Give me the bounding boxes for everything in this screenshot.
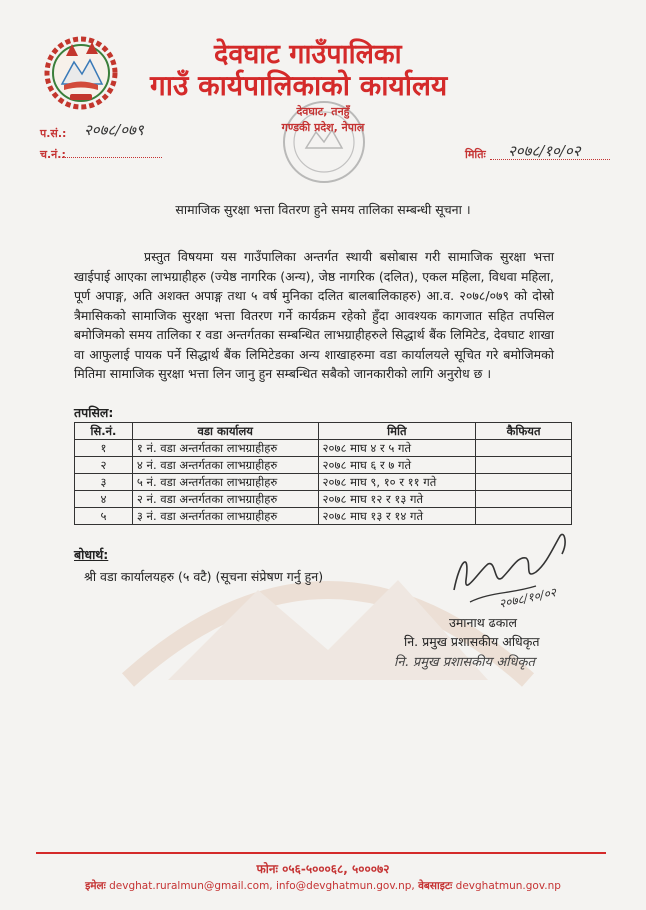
row-serial: ३ <box>75 474 133 491</box>
row-remarks <box>476 457 572 474</box>
row-remarks <box>476 491 572 508</box>
row-serial: १ <box>75 440 133 457</box>
notice-subject: सामाजिक सुरक्षा भत्ता वितरण हुने समय तालिका सम्बन्धी सूचना । <box>175 202 471 217</box>
svg-text:२०७८/१०/०२: २०७८/१०/०२ <box>497 585 558 611</box>
email-value: devghat.ruralmun@gmail.com, info@devghatmun.gov.np, <box>109 880 415 892</box>
signer-title: नि. प्रमुख प्रशासकीय अधिकृत <box>404 634 540 649</box>
footer-phone: फोनः ०५६-५०००६८, ५०००७२ <box>256 862 390 876</box>
footer-divider <box>36 852 606 854</box>
email-label: इमेलः <box>85 880 106 892</box>
handwritten-signature-icon <box>440 520 580 616</box>
row-serial: ५ <box>75 508 133 525</box>
table-row <box>75 457 572 474</box>
header-date: मिति <box>318 423 476 440</box>
schedule-header-row <box>75 423 572 440</box>
row-ward: ३ नं. वडा अन्तर्गतका लाभग्राहीहरु <box>132 508 318 525</box>
office-title-line2: गाउँ कार्यपालिकाको कार्यालय <box>150 69 448 102</box>
website-label: वेबसाइटः <box>418 880 453 892</box>
table-row <box>75 491 572 508</box>
bodartha-label: बोधार्थ: <box>74 547 109 562</box>
date-value: २०७८/१०/०२ <box>508 142 581 160</box>
row-date: २०७८ माघ ९, १० र ११ गते <box>318 474 476 491</box>
header-ward-office: वडा कार्यालय <box>132 423 318 440</box>
schedule-table <box>74 422 572 525</box>
cn-blank-line <box>62 149 162 158</box>
table-row <box>75 474 572 491</box>
row-ward: ४ नं. वडा अन्तर्गतका लाभग्राहीहरु <box>132 457 318 474</box>
date-blank-line <box>490 158 610 160</box>
row-ward: २ नं. वडा अन्तर्गतका लाभग्राहीहरु <box>132 491 318 508</box>
row-remarks <box>476 440 572 457</box>
row-remarks <box>476 474 572 491</box>
office-title-line1: देवघाट गाउँपालिका <box>214 39 402 70</box>
website-value: devghatmun.gov.np <box>455 880 561 892</box>
row-date: २०७८ माघ ४ र ५ गते <box>318 440 476 457</box>
row-date: २०७८ माघ ६ र ७ गते <box>318 457 476 474</box>
ps-value: २०७८/०७९ <box>84 121 144 139</box>
row-date: २०७८ माघ १२ र १३ गते <box>318 491 476 508</box>
ps-label: प.सं.: <box>40 127 67 140</box>
row-ward: १ नं. वडा अन्तर्गतका लाभग्राहीहरु <box>132 440 318 457</box>
row-ward: ५ नं. वडा अन्तर्गतका लाभग्राहीहरु <box>132 474 318 491</box>
date-label: मितिः <box>465 148 486 161</box>
header-serial: सि.नं. <box>75 423 133 440</box>
nepal-emblem-icon <box>40 30 122 112</box>
signer-name: उमानाथ ढकाल <box>448 615 518 630</box>
cn-label: च.नं.: <box>40 148 66 161</box>
row-serial: २ <box>75 457 133 474</box>
row-serial: ४ <box>75 491 133 508</box>
office-address-district: देवघाट, तनहुँ <box>296 105 350 118</box>
office-address-province: गण्डकी प्रदेश, नेपाल <box>281 121 365 134</box>
row-date: २०७८ माघ १३ र १४ गते <box>318 508 476 525</box>
bodartha-item: श्री वडा कार्यालयहरु (५ वटै) (सूचना संप्रेषण गर्नु हुन) <box>84 569 324 584</box>
table-row <box>75 440 572 457</box>
notice-body: प्रस्तुत विषयमा यस गाउँपालिका अन्तर्गत स्थायी बसोबास गरी सामाजिक सुरक्षा भत्ता खाईपाई आएका लाभग्राहीहरु (ज्येष्ठ नागरिक (अन्य), जेष्ठ नागरिक (दलित), एकल महिला, विधवा महिला, पूर्ण अपाङ्ग, अति अशक्त अपाङ्ग तथा ५ वर्ष मुनिका दलित बालबालिकाहरु) आ.व. २०७८/०७९ को दोस्रो त्रैमासिकको सामाजिक सुरक्षा भत्ता वितरण गर्ने कार्यक्रम रहेको हुँदा आवश्यक कागजात सहित तपसिल बमोजिमको समय तालिका र वडा अन्तर्गतका सम्बन्धित लाभग्राहीहरुले सिद्धार्थ बैंक लिमिटेड, देवघाट शाखा वा आफुलाई पायक पर्ने सिद्धार्थ बैंक लिमिटेडका अन्य शाखाहरुमा वडा कार्यालयले सूचित गरे बमोजिमको मितिमा सामाजिक सुरक्षा भत्ता लिन जानु हुन सम्बन्धित सबैको जानकारीको लागि अनुरोध छ । <box>74 249 554 381</box>
signer-title-stamp: नि. प्रमुख प्रशासकीय अधिकृत <box>394 655 535 670</box>
header-remarks: कैफियत <box>476 423 572 440</box>
schedule-label: तपसिल: <box>74 405 114 420</box>
footer-contacts <box>0 879 646 893</box>
